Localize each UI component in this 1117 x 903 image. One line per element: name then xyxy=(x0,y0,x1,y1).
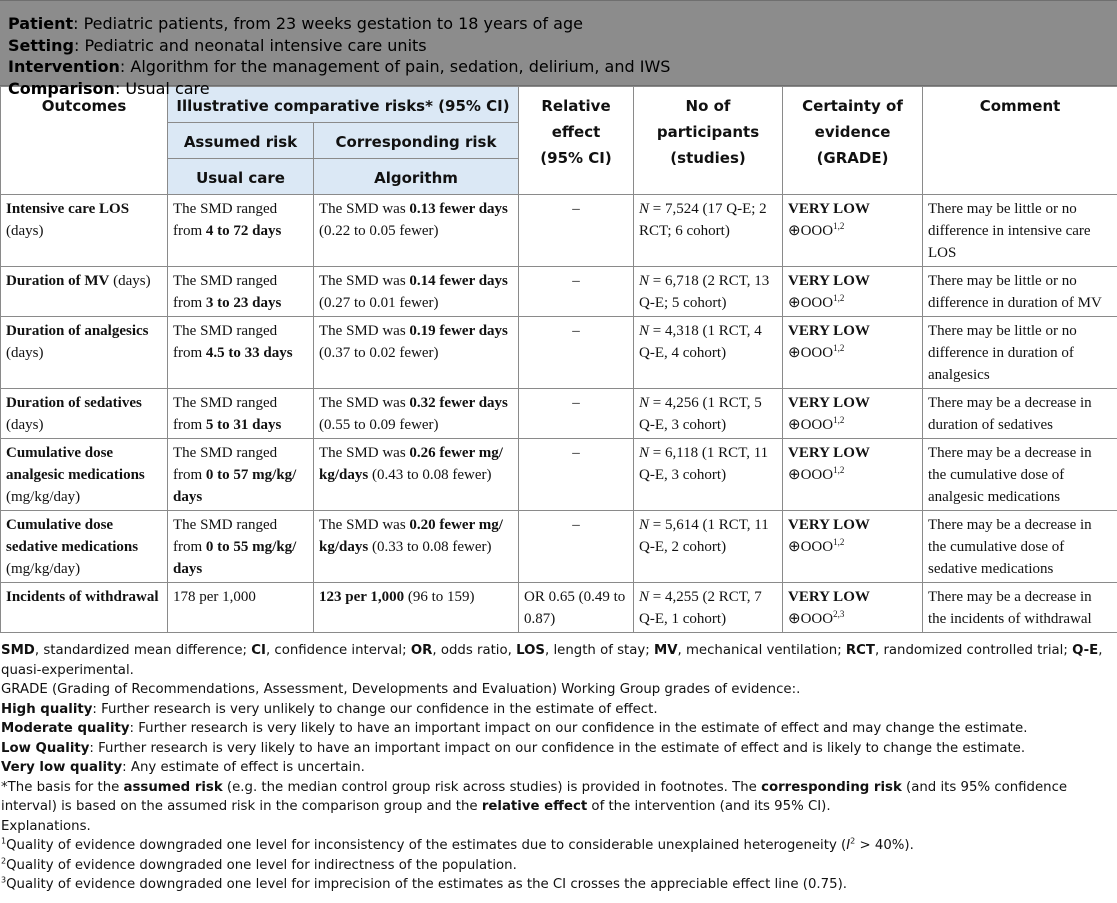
certainty-cell: VERY LOW ⊕OOO$^{1,2}$ xyxy=(783,195,923,267)
col-header-corresponding-risk: Corresponding risk xyxy=(314,123,519,159)
participants-cell: N = 4,318 (1 RCT, 4 Q-E, 4 cohort) xyxy=(634,317,783,389)
participants-cell: N = 6,118 (1 RCT, 11 Q-E, 3 cohort) xyxy=(634,439,783,511)
pico-header xyxy=(0,0,1117,98)
certainty-cell: VERY LOW ⊕OOO$^{2,3}$ xyxy=(783,583,923,633)
intervention-line: Intervention: Algorithm for the management of pain, sedation, delirium, and IWS xyxy=(8,57,671,76)
corresponding-risk-cell: The SMD was 0.13 fewer days (0.22 to 0.05 fewer) xyxy=(314,195,519,267)
assumed-risk-cell: The SMD ranged from 4.5 to 33 days xyxy=(168,317,314,389)
low-quality-note: Low Quality: Further research is very likely to have an important impact on our confidence in the estimate of effect and is likely to change the estimate. xyxy=(1,740,1026,756)
footnote-1: $^1$Quality of evidence downgraded one level for inconsistency of the estimates due to considerable unexplained heterogeneity $(I^2 > 40\%)$. xyxy=(1,836,914,853)
moderate-quality-note: Moderate quality: Further research is very likely to have an important impact on our confidence in the estimate of effect and may change the estimate. xyxy=(1,721,1028,736)
table-body xyxy=(1,195,1117,633)
relative-effect-cell: – xyxy=(519,389,634,439)
table-row xyxy=(1,511,1117,583)
comment-cell: There may be little or no difference in intensive care LOS xyxy=(923,195,1117,267)
high-quality-note: High quality: Further research is very unlikely to change our confidence in the estimate of effect. xyxy=(1,701,658,717)
col-header-algorithm: Algorithm xyxy=(314,159,519,195)
col-header-illustrative: Illustrative comparative risks* (95% CI) xyxy=(168,87,519,123)
relative-effect-cell: – xyxy=(519,317,634,389)
footnote-2: $^2$Quality of evidence downgraded one level for indirectness of the population. xyxy=(1,856,517,873)
grade-symbol: ⊕OOO xyxy=(788,467,834,483)
findings-table xyxy=(0,86,1117,633)
comment-cell: There may be a decrease in the cumulative dose of analgesic medications xyxy=(923,439,1117,511)
comment-cell: There may be a decrease in duration of sedatives xyxy=(923,389,1117,439)
certainty-cell: VERY LOW ⊕OOO$^{1,2}$ xyxy=(783,267,923,317)
table-row xyxy=(1,389,1117,439)
col-header-usual-care: Usual care xyxy=(168,159,314,195)
participants-cell: N = 6,718 (2 RCT, 13 Q-E; 5 cohort) xyxy=(634,267,783,317)
assumed-risk-cell: The SMD ranged from 3 to 23 days xyxy=(168,267,314,317)
comparison-line: Comparison: Usual care xyxy=(8,78,210,98)
relative-effect-cell: OR 0.65 (0.49 to 0.87) xyxy=(519,583,634,633)
table-row xyxy=(1,583,1117,633)
relative-effect-cell: – xyxy=(519,267,634,317)
footnote-3: $^3$Quality of evidence downgraded one level for imprecision of the estimates as the CI crosses the appreciable effect line (0.75). xyxy=(1,875,847,892)
outcome-cell: Cumulative dose analgesic medications (mg/kg/day) xyxy=(1,439,168,511)
outcome-cell: Duration of MV (days) xyxy=(1,267,168,317)
table-row xyxy=(1,439,1117,511)
comment-cell: There may be a decrease in the incidents of withdrawal xyxy=(923,583,1117,633)
table-row xyxy=(1,195,1117,267)
setting-line: Setting: Pediatric and neonatal intensive care units xyxy=(8,35,427,55)
table-row xyxy=(1,317,1117,389)
participants-cell: N = 7,524 (17 Q-E; 2 RCT; 6 cohort) xyxy=(634,195,783,267)
grade-symbol: ⊕OOO xyxy=(788,539,834,555)
grade-symbol: ⊕OOO xyxy=(788,295,834,311)
comment-cell: There may be a decrease in the cumulative dose of sedative medications xyxy=(923,511,1117,583)
certainty-cell: VERY LOW ⊕OOO$^{1,2}$ xyxy=(783,389,923,439)
relative-effect-cell: – xyxy=(519,195,634,267)
col-header-certainty: Certainty of evidence (GRADE) xyxy=(783,87,923,195)
outcome-cell: Cumulative dose sedative medications (mg/kg/day) xyxy=(1,511,168,583)
outcome-cell: Duration of analgesics (days) xyxy=(1,317,168,389)
corresponding-risk-cell: The SMD was 0.32 fewer days (0.55 to 0.09 fewer) xyxy=(314,389,519,439)
table-row xyxy=(1,267,1117,317)
assumed-risk-cell: The SMD ranged from 4 to 72 days xyxy=(168,195,314,267)
assumed-risk-cell: The SMD ranged from 5 to 31 days xyxy=(168,389,314,439)
corresponding-risk-cell: The SMD was 0.20 fewer mg/ kg/days (0.33 to 0.08 fewer) xyxy=(314,511,519,583)
col-header-outcomes: Outcomes xyxy=(1,87,168,195)
outcome-cell: Incidents of withdrawal xyxy=(1,583,168,633)
col-header-relative: Relative effect (95% CI) xyxy=(519,87,634,195)
assumed-risk-cell: The SMD ranged from 0 to 57 mg/kg/ days xyxy=(168,439,314,511)
col-header-participants: No of participants (studies) xyxy=(634,87,783,195)
grade-intro-note: GRADE (Grading of Recommendations, Assessment, Developments and Evaluation) Working Group grades of evidence:. xyxy=(1,682,801,697)
outcome-cell: Intensive care LOS (days) xyxy=(1,195,168,267)
participants-cell: N = 4,255 (2 RCT, 7 Q-E, 1 cohort) xyxy=(634,583,783,633)
outcome-cell: Duration of sedatives (days) xyxy=(1,389,168,439)
relative-effect-cell: – xyxy=(519,439,634,511)
basis-note: *The basis for the assumed risk (e.g. the median control group risk across studies) is provided in footnotes. The corresponding risk (and its 95% confidence interval) is based on the assumed risk in the comparison group and the relative effect of the intervention (and its 95% CI). xyxy=(1,779,1068,814)
comment-cell: There may be little or no difference in duration of analgesics xyxy=(923,317,1117,389)
assumed-risk-cell: The SMD ranged from 0 to 55 mg/kg/ days xyxy=(168,511,314,583)
explanations-heading: Explanations. xyxy=(1,818,91,834)
abbreviations-note: SMD, standardized mean difference; CI, confidence interval; OR, odds ratio, LOS, length of stay; MV, mechanical ventilation; RCT, randomized controlled trial; Q-E, quasi-experimental. xyxy=(1,643,1103,678)
very-low-quality-note: Very low quality: Any estimate of effect is uncertain. xyxy=(1,760,365,775)
col-header-assumed-risk: Assumed risk xyxy=(168,123,314,159)
certainty-cell: VERY LOW ⊕OOO$^{1,2}$ xyxy=(783,439,923,511)
relative-effect-cell: – xyxy=(519,511,634,583)
grade-symbol: ⊕OOO xyxy=(788,223,834,239)
certainty-cell: VERY LOW ⊕OOO$^{1,2}$ xyxy=(783,317,923,389)
col-header-comment: Comment xyxy=(923,87,1117,195)
corresponding-risk-cell: 123 per 1,000 (96 to 159) xyxy=(314,583,519,633)
certainty-cell: VERY LOW ⊕OOO$^{1,2}$ xyxy=(783,511,923,583)
patient-line: Patient: Pediatric patients, from 23 weeks gestation to 18 years of age xyxy=(8,14,583,33)
assumed-risk-cell: 178 per 1,000 xyxy=(168,583,314,633)
corresponding-risk-cell: The SMD was 0.19 fewer days (0.37 to 0.02 fewer) xyxy=(314,317,519,389)
participants-cell: N = 5,614 (1 RCT, 11 Q-E, 2 cohort) xyxy=(634,511,783,583)
corresponding-risk-cell: The SMD was 0.14 fewer days (0.27 to 0.01 fewer) xyxy=(314,267,519,317)
comment-cell: There may be little or no difference in duration of MV xyxy=(923,267,1117,317)
participants-cell: N = 4,256 (1 RCT, 5 Q-E, 3 cohort) xyxy=(634,389,783,439)
grade-symbol: ⊕OOO xyxy=(788,345,834,361)
grade-symbol: ⊕OOO xyxy=(788,417,834,433)
table-notes xyxy=(0,633,1117,895)
grade-symbol: ⊕OOO xyxy=(788,611,834,627)
corresponding-risk-cell: The SMD was 0.26 fewer mg/ kg/days (0.43 to 0.08 fewer) xyxy=(314,439,519,511)
